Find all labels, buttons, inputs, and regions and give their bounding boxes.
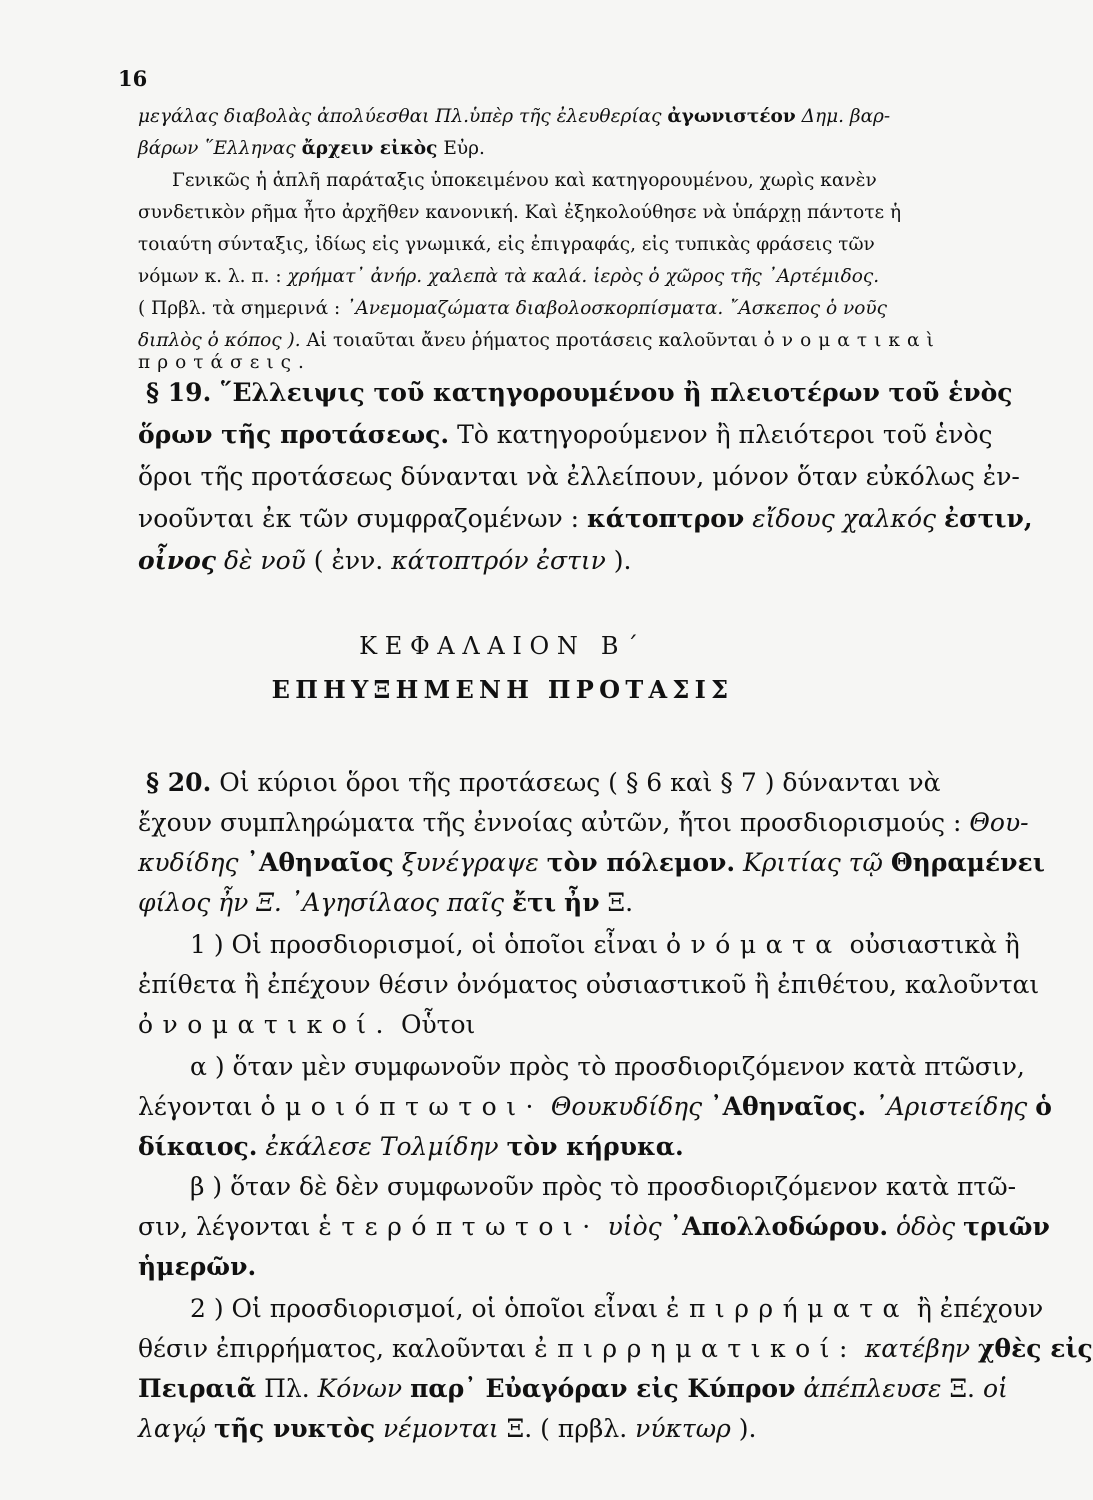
text-line: κυδίδης ᾿Αθηναῖος ξυνέγραψε τὸν πόλεμον. Κριτίας τῷ Θηραμένει [138,848,1045,877]
text-line: ὅρων τῆς προτάσεως. Τὸ κατηγορούμενον ἢ πλειότεροι τοῦ ἑνὸς [138,420,993,449]
text-line: προτάσεις. [138,352,311,373]
text-line: λέγονται ὁμοιόπτωτοι· Θουκυδίδης ᾿Αθηναῖος. ᾿Αριστείδης ὁ [138,1092,1052,1121]
page-number: 16 [118,66,148,91]
chapter-title: ΕΠΗΥΞΗΜΕΝΗ ΠΡΟΤΑΣΙΣ [271,675,734,704]
text-line: μεγάλας διαβολὰς ἀπολύεσθαι Πλ.ὑπὲρ τῆς ἐλευθερίας ἀγωνιστέον Δημ. βαρ- [138,106,891,127]
text-line: λαγῴ τῆς νυκτὸς νέμονται Ξ. ( πρβλ. νύκτωρ ). [138,1414,757,1443]
text-line: νοοῦνται ἐκ τῶν συμφραζομένων : κάτοπτρον εἴδους χαλκός ἐστιν, [138,504,1033,533]
section-20-heading: § 20. Οἱ κύριοι ὅροι τῆς προτάσεως ( § 6 καὶ § 7 ) δύνανται νὰ [146,768,941,797]
text-line: 1 ) Οἱ προσδιορισμοί, οἱ ὁποῖοι εἶναι ὀνόματα οὐσιαστικὰ ἢ [190,930,1020,959]
text-line: τοιαύτη σύνταξις, ἰδίως εἰς γνωμικά, εἰς ἐπιγραφάς, εἰς τυπικὰς φράσεις τῶν [138,234,875,255]
text-line: Γενικῶς ἡ ἁπλῆ παράταξις ὑποκειμένου καὶ κατηγορουμένου, χωρὶς κανὲν [172,170,877,191]
text-line: ἔχουν συμπληρώματα τῆς ἐννοίας αὐτῶν, ἤτοι προσδιορισμούς : Θου- [138,808,1029,837]
text-line: συνδετικὸν ρῆμα ἦτο ἀρχῆθεν κανονική. Καὶ ἐξηκολούθησε νὰ ὑπάρχῃ πάντοτε ἡ [138,202,902,223]
text-line: ( Πρβλ. τὰ σημερινά : ᾿Ανεμομαζώματα διαβολοσκορπίσματα. ῎Ασκεπος ὁ νοῦς [138,298,888,319]
text-line: νόμων κ. λ. π. : χρήματ᾿ ἀνήρ. χαλεπὰ τὰ καλά. ἱερὸς ὁ χῶρος τῆς ᾿Αρτέμιδος. [138,266,880,287]
text-line: φίλος ἦν Ξ. ᾿Αγησίλαος παῖς ἔτι ἦν Ξ. [138,888,634,917]
text-line: β ) ὅταν δὲ δὲν συμφωνοῦν πρὸς τὸ προσδιοριζόμενον κατὰ πτῶ- [190,1172,1017,1201]
text-line: α ) ὅταν μὲν συμφωνοῦν πρὸς τὸ προσδιοριζόμενον κατὰ πτῶσιν, [190,1052,1025,1081]
text-line: ἐπίθετα ἢ ἐπέχουν θέσιν ὀνόματος οὐσιαστικοῦ ἢ ἐπιθέτου, καλοῦνται [138,970,1040,999]
text-line: Πειραιᾶ Πλ. Κόνων παρ᾿ Εὐαγόραν εἰς Κύπρον ἀπέπλευσε Ξ. οἱ [138,1374,1008,1403]
text-line: ὅροι τῆς προτάσεως δύνανται νὰ ἐλλείπουν, μόνον ὅταν εὐκόλως ἐν- [138,462,1020,491]
text-line: ὀνοματικοί. Οὗτοι [138,1010,476,1039]
text-line: διπλὸς ὁ κόπος ). Αἱ τοιαῦται ἄνευ ῥήματος προτάσεις καλοῦνται ὀνοματικαὶ [138,330,941,351]
section-19-heading: § 19. ῞Ελλειψις τοῦ κατηγορουμένου ἢ πλειοτέρων τοῦ ἑνὸς [146,378,1013,407]
text-line: θέσιν ἐπιρρήματος, καλοῦνται ἐπιρρηματικοί: κατέβην χθὲς εἰς [138,1334,1093,1363]
text-line: βάρων ῞Ελληνας ἄρχειν εἰκὸς Εὐρ. [138,138,485,159]
text-line: ἡμερῶν. [138,1252,257,1281]
text-line: σιν, λέγονται ἑτερόπτωτοι· υἱὸς ᾿Απολλοδώρου. ὁδὸς τριῶν [138,1212,1050,1241]
text-line: 2 ) Οἱ προσδιορισμοί, οἱ ὁποῖοι εἶναι ἐπιρρήματα ἢ ἐπέχουν [190,1294,1044,1323]
chapter-label: ΚΕΦΑΛΑΙΟΝ Β΄ [359,632,646,660]
text-line: οἶνος δὲ νοῦ ( ἐνν. κάτοπτρόν ἐστιν ). [138,546,632,575]
text-line: δίκαιος. ἐκάλεσε Τολμίδην τὸν κήρυκα. [138,1132,684,1161]
